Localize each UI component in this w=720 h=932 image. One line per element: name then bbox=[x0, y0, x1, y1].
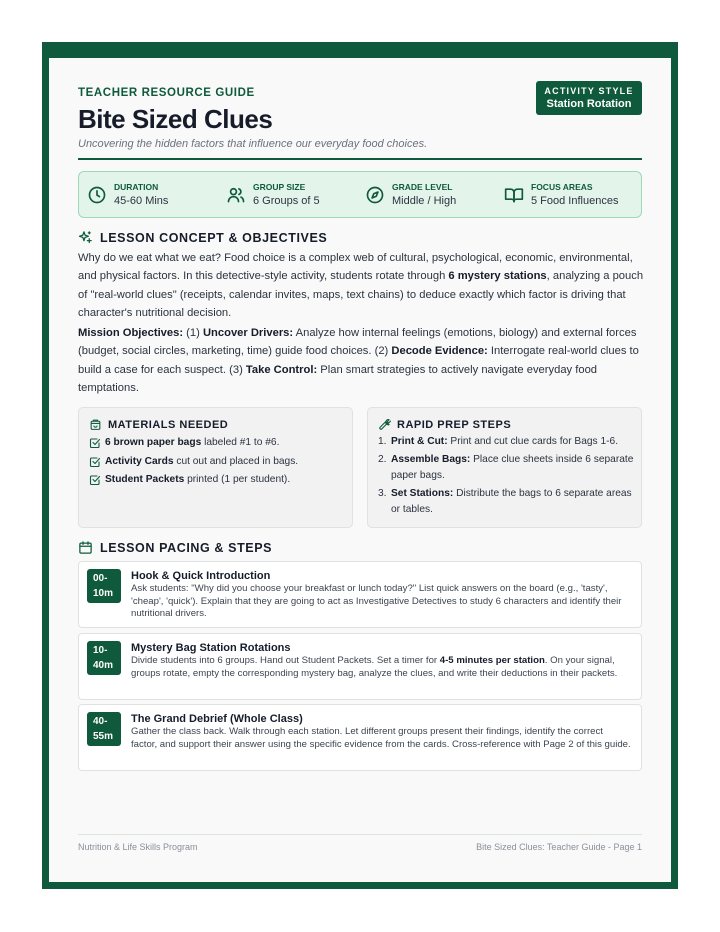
objectives-paragraph bbox=[78, 324, 644, 398]
users-icon bbox=[226, 185, 246, 205]
step-time-start: 10- bbox=[93, 645, 108, 656]
step-bold: 4-5 minutes per station bbox=[439, 655, 545, 666]
info-grade-level bbox=[365, 182, 456, 207]
material-text: labeled #1 to #6. bbox=[201, 437, 280, 448]
pacing-step bbox=[78, 561, 642, 628]
shopping-bag-icon bbox=[89, 418, 102, 431]
concept-heading bbox=[78, 230, 327, 245]
info-value: 6 Groups of 5 bbox=[253, 195, 320, 207]
material-bold: Student Packets bbox=[105, 474, 185, 485]
prep-bold: Set Stations: bbox=[391, 487, 454, 499]
pacing-heading bbox=[78, 540, 272, 555]
concept-text: Why do we eat what we eat? Food choice is a complex web of cultural, psychological, economic, environmental, and physical factors. In this detective-style activity, students rotate through bbox=[78, 252, 633, 283]
step-title: Mystery Bag Station Rotations bbox=[131, 642, 291, 654]
check-square-icon bbox=[89, 456, 101, 468]
footer-divider bbox=[78, 834, 642, 835]
kicker-label: TEACHER RESOURCE GUIDE bbox=[78, 87, 255, 99]
step-text: Divide students into 6 groups. Hand out Student Packets. Set a timer for bbox=[131, 655, 440, 666]
material-text: printed (1 per student). bbox=[184, 474, 291, 485]
step-time-end: 40m bbox=[93, 660, 114, 671]
info-value: 45-60 Mins bbox=[114, 195, 169, 207]
objectives-text: Interrogate real-world clues to build a case for each suspect. (3) bbox=[78, 345, 639, 376]
prep-text: Place clue sheets inside 6 separate paper bags. bbox=[391, 453, 634, 481]
prep-heading bbox=[378, 418, 511, 431]
info-label: DURATION bbox=[114, 182, 159, 192]
step-time-start: 00- bbox=[93, 573, 108, 584]
objectives-text: Plan smart strategies to actively navigate everyday food temptations. bbox=[78, 363, 598, 395]
info-duration bbox=[87, 182, 168, 207]
step-time-badge bbox=[87, 712, 121, 746]
step-description bbox=[131, 655, 631, 680]
step-time-end: 55m bbox=[93, 731, 114, 742]
step-description bbox=[131, 726, 631, 751]
info-focus-areas bbox=[504, 182, 618, 207]
header-divider bbox=[78, 158, 642, 160]
info-bar bbox=[78, 171, 642, 218]
materials-card bbox=[78, 407, 353, 528]
material-bold: 6 brown paper bags bbox=[105, 437, 202, 448]
prep-num: 2. bbox=[378, 453, 387, 465]
page-title: Bite Sized Clues bbox=[78, 104, 273, 134]
pacing-heading-text: LESSON PACING & STEPS bbox=[100, 540, 273, 555]
material-item bbox=[89, 436, 347, 450]
material-item bbox=[89, 455, 347, 469]
prep-bold: Print & Cut: bbox=[391, 436, 448, 447]
prep-num: 1. bbox=[378, 436, 387, 447]
book-icon bbox=[504, 185, 524, 205]
objectives-text: (1) bbox=[183, 327, 203, 339]
compass-icon bbox=[365, 185, 385, 205]
page-subtitle: Uncovering the hidden factors that influence our everyday food choices. bbox=[78, 138, 428, 150]
prep-step bbox=[378, 452, 636, 485]
prep-num: 3. bbox=[378, 487, 387, 499]
prep-card bbox=[367, 407, 642, 528]
info-label: GRADE LEVEL bbox=[392, 182, 453, 192]
calendar-icon bbox=[78, 540, 93, 555]
step-text: Ask students: "Why did you choose your breakfast or lunch today?" List quick answers on the board (e.g., 'tasty', 'cheap', 'quick'). Explain that they are going to act as Investigative Detectives to study 6 characters and identify their nutritional drivers. bbox=[131, 583, 622, 619]
step-time-badge bbox=[87, 641, 121, 675]
pacing-step bbox=[78, 633, 642, 700]
sparkle-icon bbox=[78, 230, 93, 245]
step-title: The Grand Debrief (Whole Class) bbox=[131, 713, 303, 725]
objectives-bold: Decode Evidence: bbox=[391, 345, 488, 358]
material-text: cut out and placed in bags. bbox=[173, 455, 299, 467]
concept-heading-text: LESSON CONCEPT & OBJECTIVES bbox=[100, 230, 328, 245]
activity-style-badge bbox=[536, 81, 642, 115]
badge-value: Station Rotation bbox=[546, 98, 632, 110]
step-time-start: 40- bbox=[93, 716, 108, 727]
step-time-badge bbox=[87, 569, 121, 603]
prep-step bbox=[378, 434, 636, 451]
pacing-step bbox=[78, 704, 642, 771]
prep-bold: Assemble Bags: bbox=[391, 453, 471, 465]
prep-text: Distribute the bags to 6 separate areas or tables. bbox=[391, 487, 632, 515]
prep-text: Print and cut clue cards for Bags 1-6. bbox=[447, 436, 619, 447]
objectives-bold: Uncover Drivers: bbox=[202, 327, 294, 339]
clock-icon bbox=[87, 185, 107, 205]
material-bold: Activity Cards bbox=[105, 455, 174, 467]
concept-paragraph bbox=[78, 249, 644, 323]
material-item bbox=[89, 473, 347, 487]
info-group-size bbox=[226, 182, 320, 207]
objectives-label: Mission Objectives: bbox=[78, 327, 184, 339]
footer-left: Nutrition & Life Skills Program bbox=[78, 842, 198, 852]
info-value: Middle / High bbox=[392, 195, 457, 207]
step-text: Gather the class back. Walk through each station. Let different groups present their findings, identify the correct factor, and support their answer using the specific evidence from the cards. Cross-reference with Page 2 of this guide. bbox=[131, 726, 631, 750]
step-time-end: 10m bbox=[93, 588, 114, 599]
info-value: 5 Food Influences bbox=[531, 195, 619, 207]
prep-heading-text: RAPID PREP STEPS bbox=[397, 418, 512, 431]
info-label: GROUP SIZE bbox=[253, 182, 306, 192]
step-title: Hook & Quick Introduction bbox=[131, 570, 271, 582]
prep-step bbox=[378, 486, 636, 519]
check-square-icon bbox=[89, 474, 101, 486]
materials-heading-text: MATERIALS NEEDED bbox=[108, 418, 229, 431]
step-description bbox=[131, 583, 631, 621]
objectives-bold: Take Control: bbox=[245, 363, 318, 376]
step-text: . On your signal, groups rotate, empty the corresponding mystery bag, analyze the clues, and write their deductions in their packets. bbox=[131, 655, 618, 679]
badge-label: ACTIVITY STYLE bbox=[544, 86, 634, 96]
check-square-icon bbox=[89, 437, 101, 449]
concept-bold: 6 mystery stations bbox=[448, 270, 547, 283]
concept-text: , analyzing a pouch of "real-world clues" (receipts, calendar invites, maps, text chains) to deduce exactly which factor is driving that character's nutritional decision. bbox=[78, 270, 644, 320]
info-label: FOCUS AREAS bbox=[531, 182, 593, 192]
footer-right: Bite Sized Clues: Teacher Guide - Page 1 bbox=[476, 842, 642, 852]
materials-heading bbox=[89, 418, 228, 431]
objectives-text: Analyze how internal feelings (emotions, biology) and external forces (budget, social circles, marketing, time) guide food choices. (2) bbox=[78, 327, 637, 358]
wrench-icon bbox=[378, 418, 391, 431]
